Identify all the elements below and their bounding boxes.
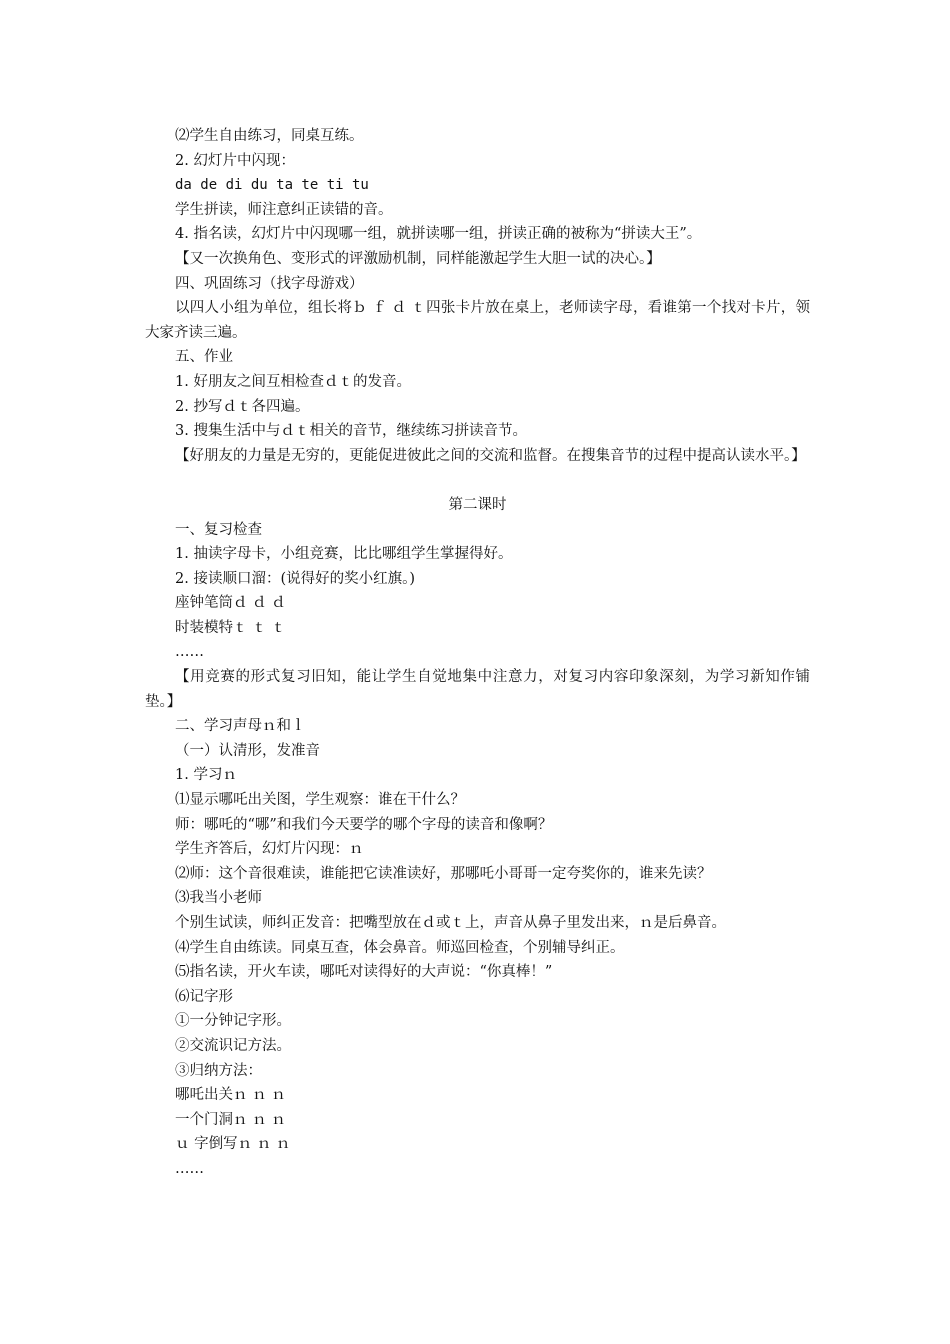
text-line: 4. 指名读，幻灯片中闪现哪一组，就拼读哪一组，拼读正确的被称为“拼读大王”。 (175, 226, 702, 243)
text-line: ⑷学生自由练读。同桌互查，体会鼻音。师巡回检查，个别辅导纠正。 (175, 939, 625, 956)
document-body (145, 124, 810, 1182)
text-line: 3. 搜集生活中与ｄｔ相关的音节，继续练习拼读音节。 (175, 423, 527, 440)
text-line: 时装模特ｔ ｔ ｔ (175, 619, 286, 636)
text-line: ⑶我当小老师 (175, 890, 262, 907)
text-line: 学生齐答后，幻灯片闪现：ｎ (175, 841, 364, 858)
text-line: 师：哪吒的“哪”和我们今天要学的哪个字母的读音和像啊？ (175, 816, 553, 833)
text-line: 学生拼读，师注意纠正读错的音。 (175, 201, 393, 218)
text-line: 一个门洞ｎ ｎ ｎ (175, 1111, 286, 1128)
section-heading: 二、学习声母ｎ和ｌ (175, 718, 306, 735)
comment-line: 【又一次换角色、变形式的评激励机制，同样能激起学生大胆一试的决心。】 (175, 250, 661, 267)
text-line: ①一分钟记字形。 (175, 1013, 291, 1030)
paragraph: 以四人小组为单位，组长将ｂ ｆ ｄ ｔ四张卡片放在桌上，老师读字母，看谁第一个找对卡片，领大家齐读三遍。 (145, 300, 810, 341)
text-line: ⑹记字形 (175, 988, 233, 1005)
text-line: ⑴显示哪吒出关图，学生观察：谁在干什么？ (175, 792, 465, 809)
section-heading: 一、复习检查 (175, 521, 262, 538)
section-heading: 五、作业 (175, 349, 233, 366)
text-line: 座钟笔筒ｄ ｄ ｄ (175, 595, 286, 612)
text-line: 1. 学习ｎ (175, 767, 237, 784)
comment-paragraph: 【用竞赛的形式复习旧知，能让学生自觉地集中注意力，对复习内容印象深刻，为学习新知作铺垫。】 (145, 669, 810, 710)
text-line: 哪吒出关ｎ ｎ ｎ (175, 1087, 286, 1104)
text-line: 2. 抄写ｄｔ各四遍。 (175, 398, 310, 415)
section-heading: 四、巩固练习（找字母游戏） (175, 275, 364, 292)
text-line: ⑸指名读，开火车读，哪吒对读得好的大声说：“你真棒！” (175, 964, 553, 981)
text-line: ③归纳方法： (175, 1062, 262, 1079)
text-line: 2. 幻灯片中闪现： (175, 152, 295, 169)
text-line: ⑵师：这个音很难读，谁能把它读准读好，那哪吒小哥哥一定夸奖你的，谁来先读？ (175, 865, 712, 882)
text-line: …… (175, 644, 204, 661)
text-line: 个别生试读，师纠正发音：把嘴型放在ｄ或ｔ上，声音从鼻子里发出来，ｎ是后鼻音。 (175, 915, 726, 931)
text-line: ｕ 字倒写ｎ ｎ ｎ (175, 1136, 291, 1153)
comment-paragraph: 【好朋友的力量是无穷的，更能促进彼此之间的交流和监督。在搜集音节的过程中提高认读水平。】 (175, 447, 806, 464)
lesson-title: 第二课时 (448, 496, 507, 513)
spacer (145, 468, 810, 493)
text-line: 2. 接读顺口溜：(说得好的奖小红旗。) (175, 570, 416, 587)
text-line: 1. 抽读字母卡，小组竞赛，比比哪组学生掌握得好。 (175, 546, 513, 563)
text-line: …… (175, 1160, 204, 1177)
text-line: da de di du ta te ti tu (175, 177, 369, 194)
text-line: ⑵学生自由练习，同桌互练。 (175, 128, 364, 144)
text-line: ②交流识记方法。 (175, 1037, 291, 1054)
subsection-heading: （一）认清形，发准音 (175, 742, 320, 759)
text-line: 1. 好朋友之间互相检查ｄｔ的发音。 (175, 373, 411, 390)
